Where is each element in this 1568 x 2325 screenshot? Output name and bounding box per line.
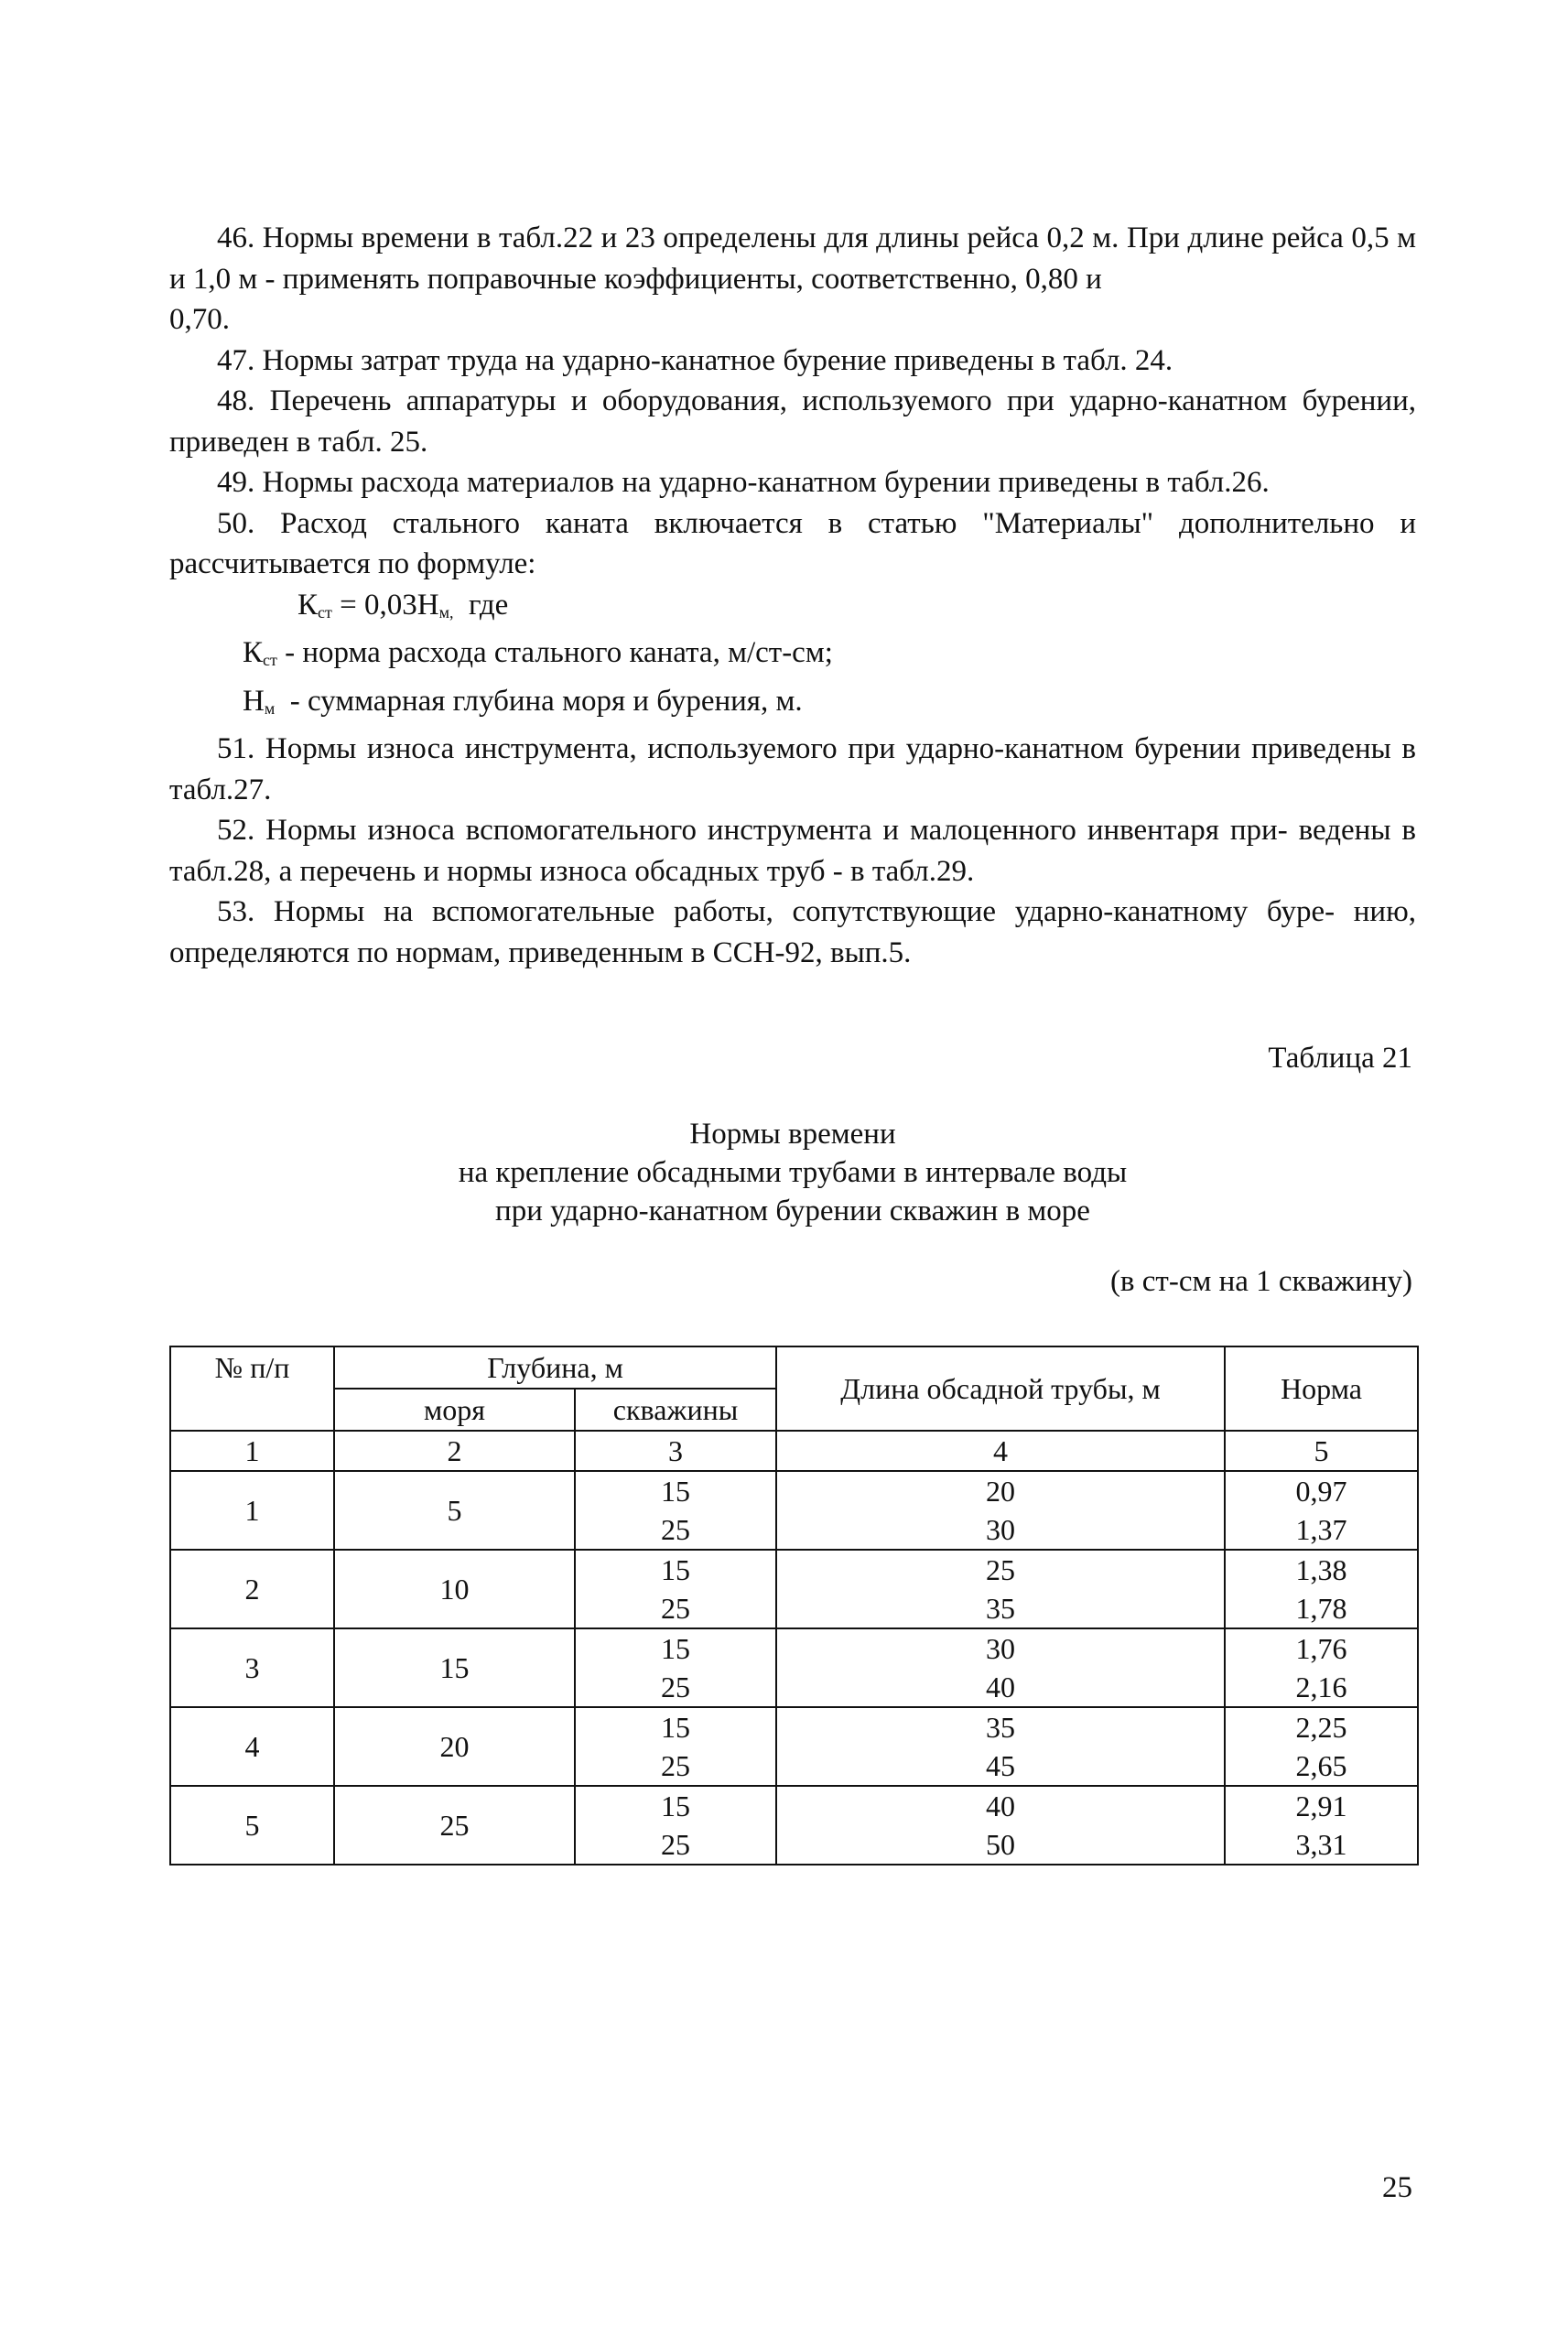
row-pipe-length xyxy=(776,1550,1225,1628)
pipe-length-value: 40 xyxy=(986,1790,1015,1822)
row-sea-depth: 25 xyxy=(334,1786,575,1865)
pipe-length-value: 35 xyxy=(986,1711,1015,1744)
header-norm: Норма xyxy=(1225,1346,1418,1431)
paragraph-48-line-2: бурении, приведен в табл. 25. xyxy=(169,384,1417,459)
row-norm xyxy=(1225,1471,1418,1550)
paragraph-52-line-1: 52. Нормы износа вспомогательного инструмента и малоценного инвентаря при- xyxy=(217,814,1288,847)
definition-k-text: - норма расхода стального каната, м/ст-см; xyxy=(276,636,833,669)
norm-value: 2,91 xyxy=(1295,1790,1347,1822)
well-depth-value: 15 xyxy=(661,1790,690,1822)
formula-k: К xyxy=(297,588,319,622)
row-well-depth xyxy=(575,1707,776,1786)
column-number-5: 5 xyxy=(1225,1431,1418,1471)
well-depth-value: 15 xyxy=(661,1711,690,1744)
row-well-depth xyxy=(575,1786,776,1865)
paragraph-49: 49. Нормы расхода материалов на ударно-канатном бурении приведены в табл.26. xyxy=(217,466,1270,499)
row-num: 1 xyxy=(170,1471,334,1550)
header-num: № п/п xyxy=(170,1346,334,1431)
body-text xyxy=(169,218,1416,973)
column-number-3: 3 xyxy=(575,1431,776,1471)
definition-h xyxy=(169,681,1416,730)
norms-table xyxy=(169,1346,1419,1865)
table-row xyxy=(170,1786,1418,1865)
norm-value: 1,37 xyxy=(1295,1513,1347,1546)
row-num: 3 xyxy=(170,1628,334,1707)
table-title-line-1: Нормы времени xyxy=(689,1118,896,1151)
norm-value: 3,31 xyxy=(1295,1828,1347,1861)
well-depth-value: 25 xyxy=(661,1749,690,1782)
paragraph-48 xyxy=(169,381,1416,462)
row-norm xyxy=(1225,1707,1418,1786)
pipe-length-value: 45 xyxy=(986,1749,1015,1782)
definition-h-symbol: Н xyxy=(243,684,265,718)
paragraph-50-line-2: рассчитывается по формуле: xyxy=(169,547,536,580)
paragraph-51-line-1: 51. Нормы износа инструмента, используемого при ударно-канатном бурении xyxy=(217,732,1241,765)
formula-sub-m: м, xyxy=(438,602,454,622)
well-depth-value: 15 xyxy=(661,1632,690,1665)
paragraph-52 xyxy=(169,810,1416,892)
column-number-1: 1 xyxy=(170,1431,334,1471)
pipe-length-value: 40 xyxy=(986,1671,1015,1703)
table-row xyxy=(170,1550,1418,1628)
norm-value: 1,38 xyxy=(1295,1553,1347,1586)
definition-h-text: - суммарная глубина моря и бурения, м. xyxy=(275,684,803,718)
row-sea-depth: 15 xyxy=(334,1628,575,1707)
pipe-length-value: 35 xyxy=(986,1592,1015,1625)
pipe-length-value: 25 xyxy=(986,1553,1015,1586)
paragraph-50 xyxy=(169,503,1416,585)
table-row xyxy=(170,1707,1418,1786)
row-sea-depth: 10 xyxy=(334,1550,575,1628)
norm-value: 1,76 xyxy=(1295,1632,1347,1665)
well-depth-value: 25 xyxy=(661,1592,690,1625)
formula-sub-st: ст xyxy=(318,602,332,622)
table-title xyxy=(169,1115,1416,1230)
row-pipe-length xyxy=(776,1628,1225,1707)
definition-k-sub: ст xyxy=(263,651,277,669)
paragraph-51 xyxy=(169,729,1416,810)
formula xyxy=(169,585,1416,633)
row-num: 5 xyxy=(170,1786,334,1865)
definition-k xyxy=(169,633,1416,681)
column-number-4: 4 xyxy=(776,1431,1225,1471)
table-row xyxy=(170,1628,1418,1707)
header-sea: моря xyxy=(334,1389,575,1431)
pipe-length-value: 20 xyxy=(986,1475,1015,1508)
formula-expression: = 0,03Н xyxy=(331,588,439,622)
row-pipe-length xyxy=(776,1786,1225,1865)
norm-value: 1,78 xyxy=(1295,1592,1347,1625)
header-well: скважины xyxy=(575,1389,776,1431)
well-depth-value: 15 xyxy=(661,1475,690,1508)
formula-where: где xyxy=(453,588,509,622)
pipe-length-value: 30 xyxy=(986,1513,1015,1546)
row-pipe-length xyxy=(776,1707,1225,1786)
row-norm xyxy=(1225,1786,1418,1865)
row-well-depth xyxy=(575,1628,776,1707)
paragraph-53-line-2: нию, определяются по нормам, приведенным в ССН-92, вып.5. xyxy=(169,895,1416,969)
paragraph-51-line-2: приведены в табл.27. xyxy=(169,732,1416,806)
table-title-line-3: при ударно-канатном бурении скважин в море xyxy=(495,1195,1090,1227)
units-note: (в ст-см на 1 скважину) xyxy=(1109,1265,1412,1298)
row-pipe-length xyxy=(776,1471,1225,1550)
row-sea-depth: 20 xyxy=(334,1707,575,1786)
well-depth-value: 25 xyxy=(661,1513,690,1546)
row-well-depth xyxy=(575,1471,776,1550)
paragraph-50-line-1: 50. Расход стального каната включается в статью "Материалы" дополнительно и xyxy=(217,506,1416,540)
paragraph-47: 47. Нормы затрат труда на ударно-канатное бурение приведены в табл. 24. xyxy=(217,343,1173,377)
paragraph-48-line-1: 48. Перечень аппаратуры и оборудования, используемого при ударно-канатном xyxy=(217,384,1288,417)
paragraph-46-line-1: 46. Нормы времени в табл.22 и 23 определены для длины рейса 0,2 м. При длине xyxy=(217,222,1264,254)
definition-h-sub: м xyxy=(264,698,276,718)
definition-k-symbol: К xyxy=(243,636,264,669)
table-row xyxy=(170,1471,1418,1550)
well-depth-value: 15 xyxy=(661,1553,690,1586)
column-number-2: 2 xyxy=(334,1431,575,1471)
paragraph-46-line-2: рейса 0,5 м и 1,0 м - применять поправочные коэффициенты, соответственно, 0,80 и xyxy=(169,222,1416,296)
norm-value: 2,16 xyxy=(1295,1671,1347,1703)
row-norm xyxy=(1225,1628,1418,1707)
norm-value: 2,65 xyxy=(1295,1749,1347,1782)
norm-value: 0,97 xyxy=(1295,1475,1347,1508)
well-depth-value: 25 xyxy=(661,1828,690,1861)
row-norm xyxy=(1225,1550,1418,1628)
row-well-depth xyxy=(575,1550,776,1628)
norm-value: 2,25 xyxy=(1295,1711,1347,1744)
row-num: 4 xyxy=(170,1707,334,1786)
pipe-length-value: 30 xyxy=(986,1632,1015,1665)
paragraph-52-line-2: ведены в табл.28, а перечень и нормы износа обсадных труб - в табл.29. xyxy=(169,814,1417,888)
paragraph-53-line-1: 53. Нормы на вспомогательные работы, сопутствующие ударно-канатному буре- xyxy=(217,895,1336,928)
paragraph-46-line-3: 0,70. xyxy=(169,303,230,336)
paragraph-53 xyxy=(169,892,1416,973)
paragraph-46 xyxy=(169,218,1416,341)
row-num: 2 xyxy=(170,1550,334,1628)
table-title-line-2: на крепление обсадными трубами в интервале воды xyxy=(458,1156,1128,1189)
well-depth-value: 25 xyxy=(661,1671,690,1703)
pipe-length-value: 50 xyxy=(986,1828,1015,1861)
page-number: 25 xyxy=(1382,2171,1412,2204)
row-sea-depth: 5 xyxy=(334,1471,575,1550)
header-pipe-length: Длина обсадной трубы, м xyxy=(776,1346,1225,1431)
header-depth: Глубина, м xyxy=(334,1346,776,1389)
table-label: Таблица 21 xyxy=(1268,1042,1412,1075)
